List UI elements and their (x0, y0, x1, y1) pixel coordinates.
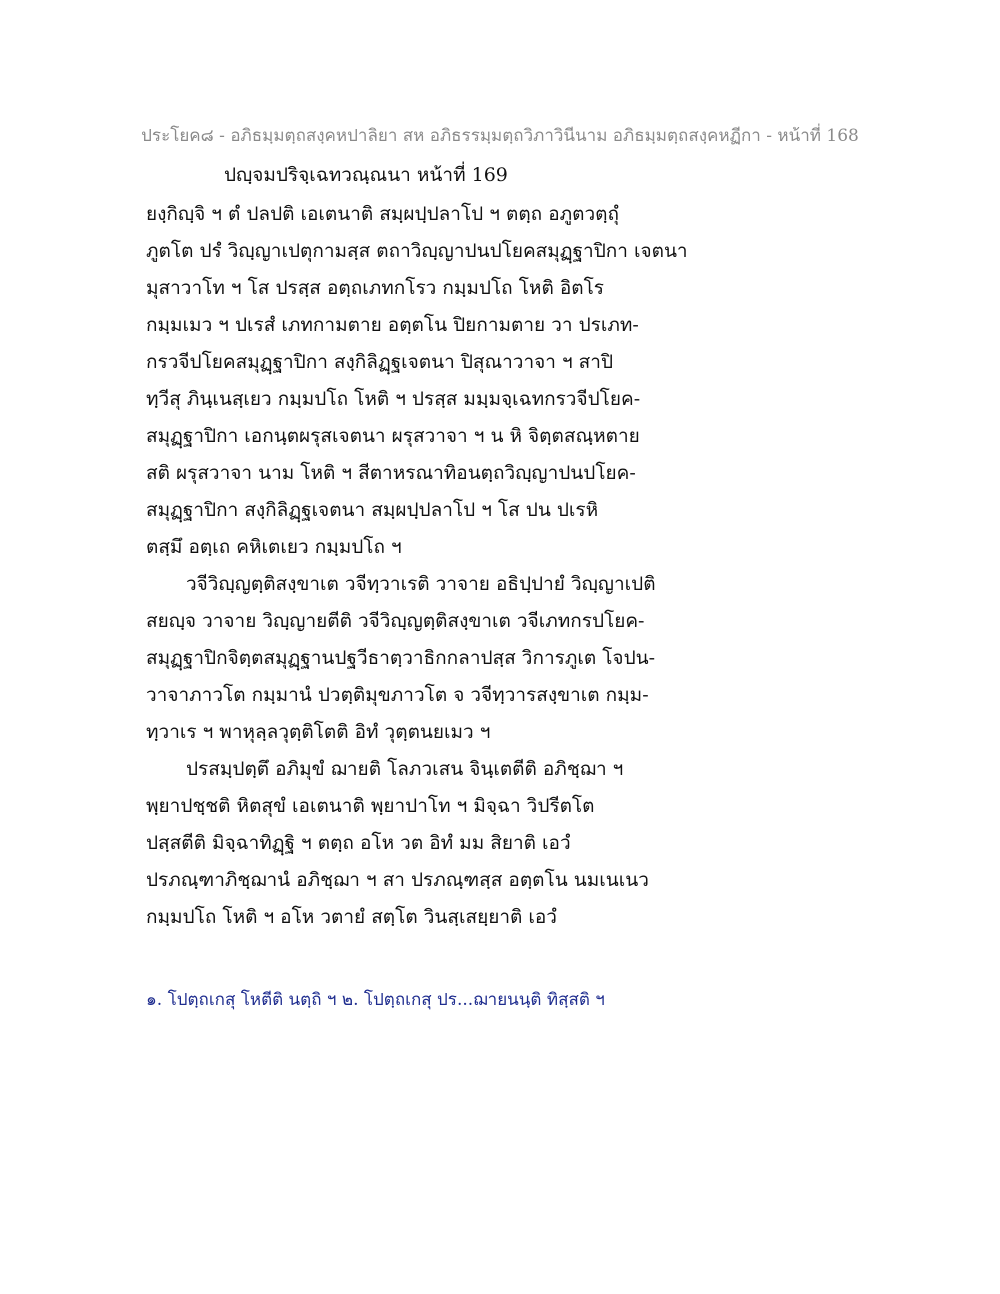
text-line: ปรภณฺฑาภิชฺฌานํ อภิชฺฌา ฯ สา ปรภณฺฑสฺส อตฺตโน นมเนเนว (146, 869, 649, 891)
text-line: สมุฏฺฐาปิกจิตฺตสมุฏฺฐานปฐวีธาตฺวาธิกกลาปสฺส วิการภูเต โจปน- (146, 647, 656, 669)
section-title: ปญฺจมปริจฺเฉทวณฺณนา หน้าที่ 169 (224, 164, 508, 186)
text-line: ปรสมฺปตฺตึ อภิมุขํ ฌายติ โลภวเสน จินฺเตตีติ อภิชฺฌา ฯ (186, 758, 624, 780)
text-line: ภูตโต ปรํ วิญฺญาเปตุกามสฺส ตถาวิญฺญาปนปโยคสมุฏฺฐาปิกา เจตนา (146, 240, 688, 262)
text-line: วจีวิญฺญตฺติสงฺขาเต วจีทฺวาเรติ วาจาย อธิปฺปายํ วิญฺญาเปติ (186, 573, 656, 595)
text-line: สมุฏฺฐาปิกา สงฺกิลิฏฺฐเจตนา สมฺผปฺปลาโป ฯ โส ปน ปเรหิ (146, 499, 599, 521)
text-line: สมุฏฺฐาปิกา เอกนฺตผรุสเจตนา ผรุสวาจา ฯ น หิ จิตฺตสณฺหตาย (146, 425, 640, 447)
text-line: กมฺมปโถ โหติ ฯ อโห วตายํ สตฺโต วินสฺเสยฺยาติ เอวํ (146, 906, 557, 928)
text-line: มุสาวาโท ฯ โส ปรสฺส อตฺถเภทกโรว กมฺมปโถ โหติ อิตโร (146, 277, 604, 299)
text-line: กรวจีปโยคสมุฏฺฐาปิกา สงฺกิลิฏฺฐเจตนา ปิสุณาวาจา ฯ สาปิ (146, 351, 614, 373)
text-line: พฺยาปชฺชติ หิตสุขํ เอเตนาติ พฺยาปาโท ฯ มิจฺฉา วิปรีตโต (146, 795, 595, 817)
text-line: กมฺมเมว ฯ ปเรสํ เภทกามตาย อตฺตโน ปิยกามตาย วา ปรเภท- (146, 314, 639, 336)
text-line: ตสฺมึ อตฺเถ คหิเตเยว กมฺมปโถ ฯ (146, 536, 402, 558)
text-line: ปสฺสตีติ มิจฺฉาทิฏฺฐิ ฯ ตตฺถ อโห วต อิทํ มม สิยาติ เอวํ (146, 832, 571, 854)
running-header: ประโยค๘ - อภิธมฺมตฺถสงฺคหปาลิยา สห อภิธรรมฺมตฺถวิภาวินีนาม อภิธมฺมตฺถสงฺคหฏีกา - หน้าที่ 168 (141, 126, 859, 146)
text-line: ทฺวาเร ฯ พาหุลฺลวุตฺติโตติ อิทํ วุตฺตนยเมว ฯ (146, 721, 491, 743)
text-line: วาจาภาวโต กมฺมานํ ปวตฺติมุขภาวโต จ วจีทฺวารสงฺขาเต กมฺม- (146, 684, 649, 706)
footnote: ๑. โปตฺถเกสุ โหตีติ นตฺถิ ฯ ๒. โปตฺถเกสุ ปร...ฌายนนฺติ ทิสฺสติ ฯ (146, 990, 605, 1010)
text-line: สยญฺจ วาจาย วิญฺญายตีติ วจีวิญฺญตฺติสงฺขาเต วจีเภทกรปโยค- (146, 610, 645, 632)
text-line: ยงฺกิญฺจิ ฯ ตํ ปลปติ เอเตนาติ สมฺผปฺปลาโป ฯ ตตฺถ อภูตวตฺถุํ (146, 203, 619, 225)
text-line: ทฺวีสุ ภินฺเนสฺเยว กมฺมปโถ โหติ ฯ ปรสฺส มมฺมจฺเฉทกรวจีปโยค- (146, 388, 641, 410)
text-line: สติ ผรุสวาจา นาม โหติ ฯ สีตาหรณาทิอนตฺถวิญฺญาปนปโยค- (146, 462, 636, 484)
body-text (146, 196, 706, 936)
